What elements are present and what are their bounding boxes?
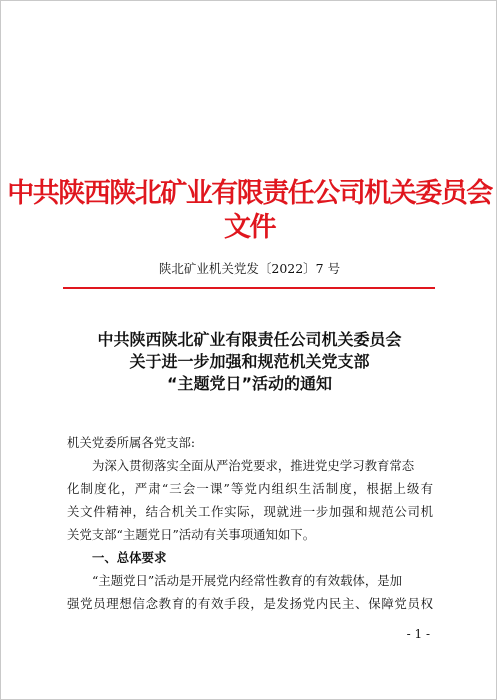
paragraph-1-line-1: 为深入贯彻落实全面从严治党要求，推进党史学习教育常态 <box>92 458 415 473</box>
red-divider-line <box>63 287 435 289</box>
notice-title-line-3: “主题党日”活动的通知 <box>166 374 333 393</box>
paragraph-1-line-4: 关党支部“主题党日”活动有关事项通知如下。 <box>67 527 316 542</box>
notice-title-line-1: 中共陕西陕北矿业有限责任公司机关委员会 <box>97 330 402 349</box>
page-number: - 1 - <box>406 627 430 641</box>
notice-title <box>1 329 497 395</box>
salutation: 机关党委所属各党支部: <box>67 435 196 450</box>
paragraph-2-line-1: “主题党日”活动是开展党内经常性教育的有效载体，是加 <box>92 573 403 588</box>
document-number: 陕北矿业机关党发〔2022〕7 号 <box>158 261 341 276</box>
paragraph-1-line-3: 关文件精神，结合机关工作实际，现就进一步加强和规范公司机 <box>67 504 433 519</box>
document-body <box>67 431 433 615</box>
paragraph-1-line-2: 化制度化，严肃“三会一课”等党内组织生活制度，根据上级有 <box>67 481 433 496</box>
red-masthead-title: 中共陕西陕北矿业有限责任公司机关委员会文件 <box>7 178 492 243</box>
paragraph-2-line-2: 强党员理想信念教育的有效手段，是发扬党内民主、保障党员权 <box>67 596 433 611</box>
section-heading-1: 一、总体要求 <box>92 550 167 565</box>
notice-title-line-2: 关于进一步加强和规范机关党支部 <box>129 352 370 371</box>
